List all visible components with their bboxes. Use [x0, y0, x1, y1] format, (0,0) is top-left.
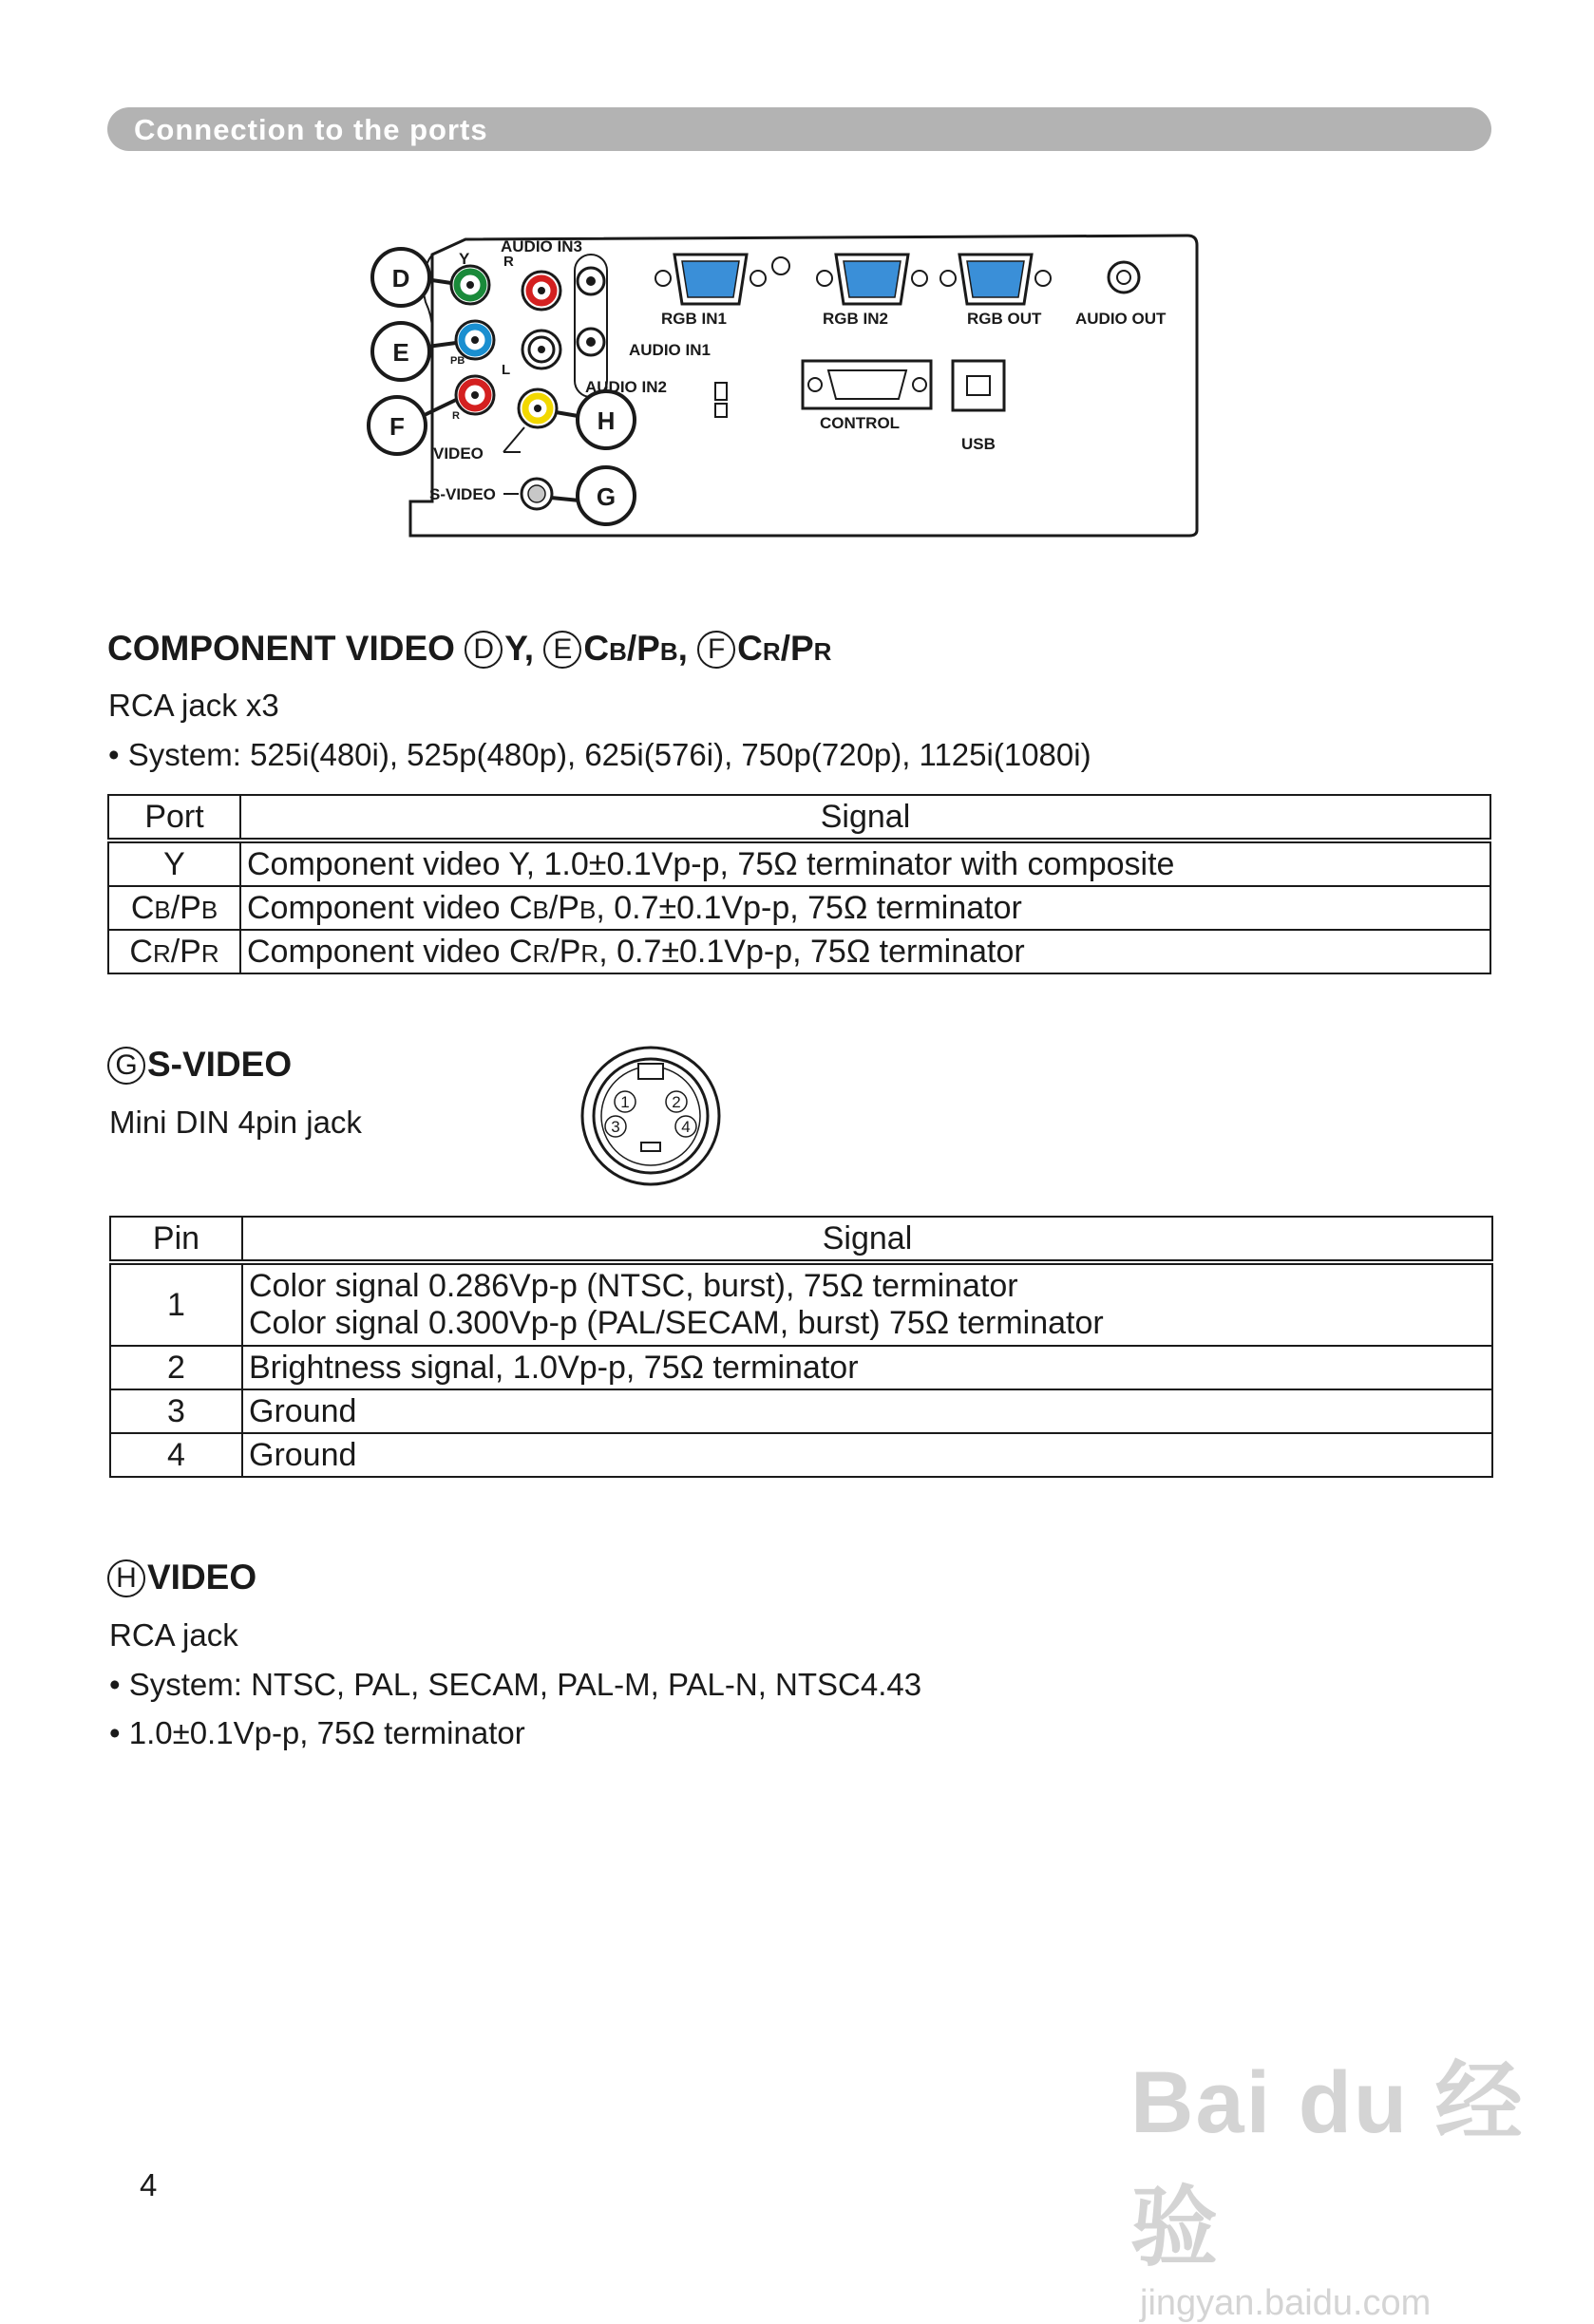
pin-1-label: 1 [620, 1093, 630, 1111]
table-row [108, 841, 1490, 886]
s-video-title: G S-VIDEO [107, 1045, 292, 1085]
s-video-th-signal: Signal [242, 1217, 1492, 1262]
signal-cell: Component video CB/PB, 0.7±0.1Vp-p, 75Ω terminator [240, 886, 1490, 930]
table-row [110, 1346, 1492, 1389]
video-jack-text: RCA jack [109, 1617, 238, 1653]
callout-g-label: G [596, 482, 617, 511]
s-video-th-pin: Pin [110, 1217, 242, 1262]
label-audio-in3-r: R [503, 254, 514, 270]
callout-d [372, 249, 429, 306]
component-th-port: Port [108, 795, 240, 841]
baidu-watermark [1130, 2032, 1594, 2324]
page-number: 4 [140, 2167, 158, 2202]
callout-e-label: E [392, 338, 409, 367]
label-usb: USB [961, 435, 996, 453]
callout-f-label: F [389, 412, 405, 441]
signal-cell: Component video CR/PR, 0.7±0.1Vp-p, 75Ω terminator [240, 930, 1490, 973]
jack-audio-out [1109, 262, 1139, 293]
jack-pb-blue [456, 321, 494, 359]
signal-cell: Ground [242, 1433, 1492, 1477]
component-table [107, 794, 1491, 974]
jack-y-green [451, 266, 489, 304]
watermark-main: Bai du 经验 [1130, 2054, 1525, 2277]
label-s-video: S-VIDEO [429, 485, 496, 503]
jack-audio-in3-r [522, 272, 560, 310]
signal-cell: Ground [242, 1389, 1492, 1433]
label-y: Y [459, 250, 470, 268]
mark-g: G [107, 1047, 145, 1085]
jack-s-video [522, 479, 552, 509]
video-level-text: • 1.0±0.1Vp-p, 75Ω terminator [109, 1715, 525, 1750]
watermark-sub: jingyan.baidu.com [1140, 2283, 1432, 2323]
label-control: CONTROL [820, 414, 901, 432]
table-row [108, 930, 1490, 973]
callout-e [372, 323, 429, 380]
callout-d-label: D [391, 264, 410, 293]
component-jack-text: RCA jack x3 [108, 688, 279, 723]
pin-4-label: 4 [681, 1118, 691, 1136]
section-header-title: Connection to the ports [134, 113, 488, 146]
video-title: H VIDEO [107, 1558, 256, 1597]
label-audio-in1: AUDIO IN1 [629, 341, 711, 359]
pin-cell: 4 [110, 1433, 242, 1477]
table-row [110, 1433, 1492, 1477]
connector-usb [953, 361, 1004, 410]
label-pb: PB [450, 355, 465, 367]
jack-video-yellow [519, 389, 557, 427]
connector-control [803, 361, 931, 408]
label-pr: R [452, 410, 460, 422]
s-video-jack-text: Mini DIN 4pin jack [109, 1105, 362, 1140]
signal-cell: Brightness signal, 1.0Vp-p, 75Ω terminator [242, 1346, 1492, 1389]
pin-cell: 1 [110, 1262, 242, 1346]
jack-audio-in3-l [522, 331, 560, 368]
label-audio-in3: AUDIO IN3 [501, 237, 582, 255]
connector-rgb-in1 [655, 255, 766, 304]
signal-cell: Color signal 0.286Vp-p (NTSC, burst), 75Ω terminator Color signal 0.300Vp-p (PAL/SECAM, burst) 75Ω terminator [242, 1262, 1492, 1346]
mark-f: F [697, 631, 735, 669]
pin-2-label: 2 [672, 1093, 681, 1111]
component-th-signal: Signal [240, 795, 1490, 841]
label-rgb-in1: RGB IN1 [661, 310, 727, 328]
table-row [110, 1262, 1492, 1346]
port-cell: Y [108, 841, 240, 886]
callout-h-label: H [597, 406, 616, 435]
callout-h [578, 391, 635, 448]
mark-e: E [543, 631, 581, 669]
pin-cell: 3 [110, 1389, 242, 1433]
port-cell: CB/PB [108, 886, 240, 930]
mark-h: H [107, 1559, 145, 1597]
signal-cell: Component video Y, 1.0±0.1Vp-p, 75Ω terminator with composite [240, 841, 1490, 886]
callout-f [369, 397, 426, 454]
label-audio-in3-l: L [502, 362, 511, 378]
jack-audio-in1-in2 [575, 255, 607, 397]
label-rgb-in2: RGB IN2 [823, 310, 888, 328]
table-row [110, 1389, 1492, 1433]
mark-d: D [465, 631, 503, 669]
section-header-bar [107, 107, 1491, 151]
video-system-text: • System: NTSC, PAL, SECAM, PAL-M, PAL-N, NTSC4.43 [109, 1667, 922, 1702]
s-video-table [109, 1216, 1493, 1478]
pin-3-label: 3 [611, 1118, 620, 1136]
jack-pr-red [456, 376, 494, 414]
label-video: VIDEO [433, 444, 484, 463]
port-cell: CR/PR [108, 930, 240, 973]
mini-din-4pin-icon [579, 1045, 722, 1187]
connector-rgb-in2 [817, 255, 927, 304]
port-panel-diagram [361, 217, 1216, 544]
connector-rgb-out [940, 255, 1051, 304]
component-system-text: • System: 525i(480i), 525p(480p), 625i(576i), 750p(720p), 1125i(1080i) [108, 737, 1091, 772]
pin-cell: 2 [110, 1346, 242, 1389]
component-video-title: COMPONENT VIDEO D Y, E CB/PB, F CR/PR [107, 629, 832, 668]
label-audio-out: AUDIO OUT [1075, 310, 1167, 328]
table-row [108, 886, 1490, 930]
label-audio-in2: AUDIO IN2 [585, 378, 667, 396]
label-rgb-out: RGB OUT [967, 310, 1042, 328]
callout-g [578, 467, 635, 524]
